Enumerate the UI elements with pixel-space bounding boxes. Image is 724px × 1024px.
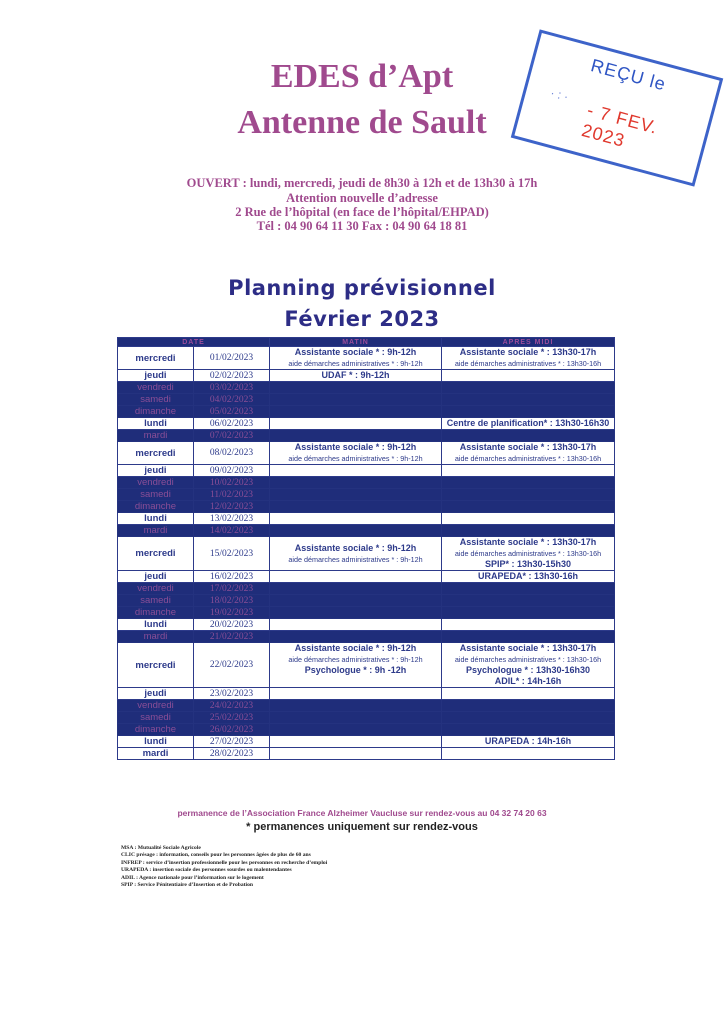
row-date: 05/02/2023: [194, 406, 270, 418]
slot-line: aide démarches administratives * : 13h30-16h: [454, 549, 602, 558]
slot-line: aide démarches administratives * : 9h-12h: [288, 655, 423, 664]
header-morning: MATIN: [270, 338, 442, 347]
row-date: 02/02/2023: [194, 370, 270, 382]
row-morning: [270, 442, 442, 465]
row-afternoon: [442, 748, 615, 760]
table-row: [118, 501, 615, 513]
table-row: [118, 643, 615, 688]
row-day: dimanche: [118, 724, 194, 736]
row-morning: [270, 736, 442, 748]
row-morning: [270, 537, 442, 571]
row-day: lundi: [118, 736, 194, 748]
row-morning: [270, 631, 442, 643]
row-day: lundi: [118, 619, 194, 631]
slot-line: Assistante sociale * : 13h30-17h: [459, 537, 597, 547]
table-row: [118, 631, 615, 643]
row-morning: [270, 430, 442, 442]
slot-line: ADIL* : 14h-16h: [494, 676, 562, 686]
row-date: 21/02/2023: [194, 631, 270, 643]
row-morning: [270, 525, 442, 537]
slot-line: aide démarches administratives * : 13h30-16h: [454, 454, 602, 463]
slot-line: aide démarches administratives * : 9h-12h: [288, 359, 423, 368]
glossary-item: URAPEDA : insertion sociale des personnes sourdes ou malentendantes: [121, 867, 292, 874]
address-notice: Attention nouvelle d’adresse: [286, 191, 438, 205]
glossary-item: ADIL : Agence nationale pour l’information sur le logement: [121, 874, 264, 881]
slot-line: aide démarches administratives * : 13h30-16h: [454, 359, 602, 368]
row-date: 04/02/2023: [194, 394, 270, 406]
row-afternoon: [442, 418, 615, 430]
row-date: 08/02/2023: [194, 442, 270, 465]
row-afternoon: [442, 619, 615, 631]
row-day: mercredi: [118, 442, 194, 465]
stamp-date: - 7 FEV. 2023: [579, 99, 661, 151]
glossary-item: CLIC présage : information, conseils pour les personnes âgées de plus de 60 ans: [121, 852, 311, 859]
slot-line: UDAF * : 9h-12h: [321, 370, 390, 380]
row-afternoon: [442, 477, 615, 489]
row-day: mardi: [118, 748, 194, 760]
slot-line: aide démarches administratives * : 13h30-16h: [454, 655, 602, 664]
row-date: 15/02/2023: [194, 537, 270, 571]
row-morning: [270, 501, 442, 513]
slot-line: Assistante sociale * : 13h30-17h: [459, 442, 597, 452]
row-morning: [270, 583, 442, 595]
row-morning: [270, 700, 442, 712]
row-morning: [270, 724, 442, 736]
row-date: 19/02/2023: [194, 607, 270, 619]
row-morning: [270, 571, 442, 583]
table-row: [118, 370, 615, 382]
row-day: jeudi: [118, 688, 194, 700]
row-morning: [270, 513, 442, 525]
row-afternoon: [442, 370, 615, 382]
row-afternoon: [442, 712, 615, 724]
row-date: 11/02/2023: [194, 489, 270, 501]
glossary: [121, 845, 327, 889]
row-morning: [270, 406, 442, 418]
row-afternoon: [442, 736, 615, 748]
row-day: vendredi: [118, 477, 194, 489]
table-row: [118, 465, 615, 477]
slot-line: Psychologue * : 9h -12h: [304, 665, 407, 675]
table-row: [118, 595, 615, 607]
row-day: vendredi: [118, 382, 194, 394]
row-afternoon: [442, 631, 615, 643]
slot-line: aide démarches administratives * : 9h-12h: [288, 554, 423, 564]
phone-fax: Tél : 04 90 64 11 30 Fax : 04 90 64 18 81: [256, 219, 468, 233]
table-row: [118, 513, 615, 525]
row-morning: [270, 382, 442, 394]
stamp-received-label: REÇU le: [588, 55, 669, 95]
row-afternoon: [442, 465, 615, 477]
row-date: 01/02/2023: [194, 347, 270, 370]
table-row: [118, 688, 615, 700]
slot-line: Assistante sociale * : 13h30-17h: [459, 347, 597, 357]
table-row: [118, 724, 615, 736]
row-date: 13/02/2023: [194, 513, 270, 525]
slot-line: SPIP* : 13h30-15h30: [484, 559, 572, 569]
appointment-note: * permanences uniquement sur rendez-vous: [246, 821, 478, 833]
row-day: mardi: [118, 525, 194, 537]
row-date: 26/02/2023: [194, 724, 270, 736]
glossary-item: MSA : Mutualité Sociale Agricole: [121, 845, 201, 851]
row-afternoon: [442, 394, 615, 406]
row-morning: [270, 712, 442, 724]
row-morning: [270, 489, 442, 501]
row-morning: [270, 370, 442, 382]
row-date: 09/02/2023: [194, 465, 270, 477]
stamp-dots-icon: · : ·: [548, 85, 570, 104]
row-date: 23/02/2023: [194, 688, 270, 700]
planning-title: Planning prévisionnel: [228, 276, 496, 300]
row-afternoon: [442, 382, 615, 394]
slot-line: Assistante sociale * : 9h-12h: [294, 643, 417, 653]
row-morning: [270, 643, 442, 688]
row-date: 25/02/2023: [194, 712, 270, 724]
row-morning: [270, 688, 442, 700]
opening-hours: OUVERT : lundi, mercredi, jeudi de 8h30 à 12h et de 13h30 à 17h: [186, 176, 538, 190]
row-day: dimanche: [118, 501, 194, 513]
slot-line: Centre de planification* : 13h30-16h30: [446, 418, 610, 428]
row-morning: [270, 347, 442, 370]
table-row: [118, 394, 615, 406]
row-day: jeudi: [118, 370, 194, 382]
row-morning: [270, 477, 442, 489]
row-afternoon: [442, 489, 615, 501]
row-afternoon: [442, 688, 615, 700]
row-day: vendredi: [118, 700, 194, 712]
table-row: [118, 571, 615, 583]
row-day: mercredi: [118, 537, 194, 571]
row-day: dimanche: [118, 607, 194, 619]
row-day: lundi: [118, 513, 194, 525]
row-afternoon: [442, 571, 615, 583]
row-day: jeudi: [118, 465, 194, 477]
row-afternoon: [442, 643, 615, 688]
row-date: 18/02/2023: [194, 595, 270, 607]
row-afternoon: [442, 513, 615, 525]
table-row: [118, 537, 615, 571]
header-date: DATE: [118, 338, 270, 347]
row-afternoon: [442, 347, 615, 370]
row-day: vendredi: [118, 583, 194, 595]
row-date: 10/02/2023: [194, 477, 270, 489]
header-afternoon: APRES MIDI: [442, 338, 615, 347]
row-date: 16/02/2023: [194, 571, 270, 583]
row-day: jeudi: [118, 571, 194, 583]
glossary-item: INFREP : service d’insertion professionnelle pour les personnes en recherche d’emploi: [121, 859, 328, 866]
row-date: 07/02/2023: [194, 430, 270, 442]
planning-month: Février 2023: [284, 307, 440, 331]
row-afternoon: [442, 583, 615, 595]
title-line-2: Antenne de Sault: [237, 104, 487, 141]
schedule-table: [117, 337, 615, 760]
table-row: [118, 347, 615, 370]
slot-line: [270, 676, 441, 687]
row-date: 03/02/2023: [194, 382, 270, 394]
table-row: [118, 382, 615, 394]
table-row: [118, 442, 615, 465]
row-date: 22/02/2023: [194, 643, 270, 688]
row-morning: [270, 394, 442, 406]
row-date: 24/02/2023: [194, 700, 270, 712]
row-afternoon: [442, 430, 615, 442]
row-day: mardi: [118, 430, 194, 442]
slot-line: Psychologue * : 13h30-16h30: [465, 665, 591, 675]
row-afternoon: [442, 537, 615, 571]
slot-line: Assistante sociale * : 9h-12h: [294, 442, 417, 452]
table-row: [118, 477, 615, 489]
table-row: [118, 406, 615, 418]
row-date: 27/02/2023: [194, 736, 270, 748]
row-date: 12/02/2023: [194, 501, 270, 513]
row-day: lundi: [118, 418, 194, 430]
row-day: samedi: [118, 595, 194, 607]
alzheimer-note: permanence de l’Association France Alzheimer Vaucluse sur rendez-vous au 04 32 74 20 63: [177, 808, 547, 818]
slot-line: aide démarches administratives * : 9h-12h: [288, 454, 423, 463]
row-afternoon: [442, 724, 615, 736]
row-afternoon: [442, 525, 615, 537]
table-row: [118, 489, 615, 501]
row-morning: [270, 607, 442, 619]
slot-line: Assistante sociale * : 9h-12h: [294, 542, 417, 553]
row-date: 14/02/2023: [194, 525, 270, 537]
table-row: [118, 700, 615, 712]
row-afternoon: [442, 595, 615, 607]
table-row: [118, 607, 615, 619]
row-afternoon: [442, 406, 615, 418]
title-line-1: EDES d’Apt: [270, 58, 454, 95]
table-row: [118, 748, 615, 760]
row-morning: [270, 619, 442, 631]
row-afternoon: [442, 442, 615, 465]
row-afternoon: [442, 607, 615, 619]
row-date: 17/02/2023: [194, 583, 270, 595]
schedule-body: [118, 347, 615, 760]
slot-line: URAPEDA* : 13h30-16h: [478, 571, 579, 581]
table-row: [118, 418, 615, 430]
row-morning: [270, 595, 442, 607]
row-day: samedi: [118, 489, 194, 501]
table-row: [118, 583, 615, 595]
row-day: samedi: [118, 394, 194, 406]
row-day: mercredi: [118, 347, 194, 370]
address: 2 Rue de l’hôpital (en face de l’hôpital/EHPAD): [235, 205, 489, 219]
table-row: [118, 619, 615, 631]
table-row: [118, 430, 615, 442]
row-day: mercredi: [118, 643, 194, 688]
row-date: 28/02/2023: [194, 748, 270, 760]
slot-line: Assistante sociale * : 9h-12h: [294, 347, 417, 357]
table-row: [118, 525, 615, 537]
table-row: [118, 712, 615, 724]
slot-line: Assistante sociale * : 13h30-17h: [459, 643, 597, 653]
row-morning: [270, 748, 442, 760]
row-day: samedi: [118, 712, 194, 724]
row-morning: [270, 465, 442, 477]
glossary-item: SPIP : Service Pénitentiaire d’Insertion et de Probation: [121, 882, 254, 889]
row-afternoon: [442, 700, 615, 712]
row-date: 06/02/2023: [194, 418, 270, 430]
row-morning: [270, 418, 442, 430]
row-day: mardi: [118, 631, 194, 643]
row-afternoon: [442, 501, 615, 513]
slot-line: URAPEDA : 14h-16h: [484, 736, 572, 746]
table-row: [118, 736, 615, 748]
row-date: 20/02/2023: [194, 619, 270, 631]
row-day: dimanche: [118, 406, 194, 418]
received-stamp: [511, 29, 724, 186]
